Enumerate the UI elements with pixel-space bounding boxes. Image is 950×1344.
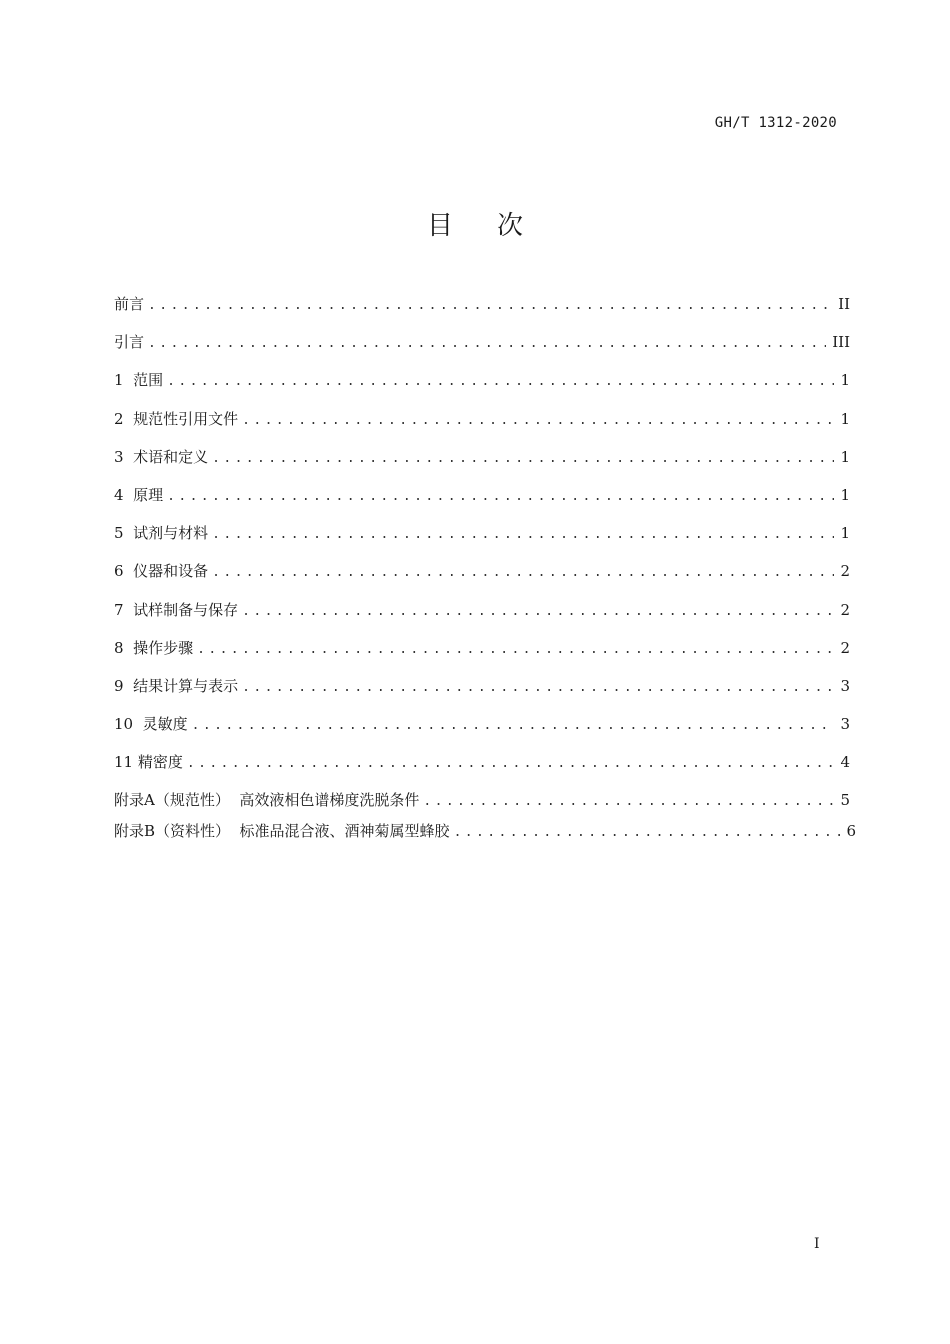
page-number: I: [814, 1236, 820, 1252]
toc-entry[interactable]: [114, 483, 850, 521]
toc-entry-number: 8: [114, 638, 134, 657]
toc-entry-number: 9: [114, 676, 134, 695]
toc-entry-number: 6: [114, 562, 134, 581]
toc-entry[interactable]: [114, 712, 850, 750]
toc-entry-page: 1: [840, 485, 850, 504]
toc-entry-number: 4: [114, 485, 134, 504]
toc-entry-number: 10: [114, 715, 143, 734]
toc-entry-page: 1: [840, 524, 850, 543]
toc-entry-label: 附录A（规范性） 高效液相色谱梯度洗脱条件: [114, 791, 420, 810]
toc-entry-page: 1: [840, 371, 850, 390]
toc-entry-label: 规范性引用文件: [133, 409, 239, 428]
toc-entry-label: 前言: [114, 295, 145, 313]
toc-entry-page: 5: [840, 791, 850, 810]
toc-leader-dots: [212, 561, 834, 585]
toc-entry[interactable]: [114, 407, 850, 445]
toc-leader-dots: [423, 790, 834, 814]
toc-entry-page: 2: [840, 562, 850, 581]
toc-leader-dots: [212, 523, 834, 547]
toc-entry-label: 附录B（资料性） 标准品混合液、酒神菊属型蜂胶: [114, 822, 450, 841]
toc-entry[interactable]: [114, 368, 850, 406]
toc-entry-annex-b[interactable]: [114, 819, 856, 850]
toc-leader-dots: [242, 409, 834, 433]
toc-entry-page: 1: [840, 409, 850, 428]
toc-entry-label: 操作步骤: [133, 638, 194, 657]
toc-entry-number: 7: [114, 600, 134, 619]
toc-leader-dots: [187, 752, 834, 776]
toc-entry[interactable]: [114, 292, 850, 330]
toc-entry[interactable]: [114, 750, 850, 788]
page-title: 目次: [426, 211, 567, 241]
toc-entry-label: 结果计算与表示: [133, 676, 239, 695]
toc-entry-page: 4: [840, 753, 850, 772]
toc-leader-dots: [242, 600, 834, 624]
toc-entry-page: 1: [840, 447, 850, 466]
toc-entry-label: 试样制备与保存: [133, 600, 239, 619]
toc-entry[interactable]: [114, 598, 850, 636]
toc-entry-page: 2: [840, 638, 850, 657]
toc-leader-dots: [167, 485, 834, 509]
toc-leader-dots: [242, 676, 834, 700]
document-code: GH/T 1312-2020: [714, 115, 837, 131]
toc-entry-page: II: [838, 295, 850, 313]
toc-entry-page: 6: [846, 822, 856, 841]
toc-entry-label: 术语和定义: [133, 447, 209, 466]
table-of-contents: [114, 292, 856, 850]
toc-entry[interactable]: [114, 559, 850, 597]
toc-leader-dots: [167, 370, 834, 394]
toc-entry-page: III: [832, 333, 850, 352]
toc-entry-number: 3: [114, 447, 134, 466]
toc-entry[interactable]: [114, 445, 850, 483]
toc-leader-dots: [212, 447, 834, 471]
toc-entry-label: 范围: [133, 371, 164, 390]
toc-entry-number: 1: [114, 371, 134, 390]
toc-entry-annex-a[interactable]: [114, 788, 850, 819]
toc-leader-dots: [148, 332, 826, 356]
toc-entry-label: 精密度: [137, 753, 183, 772]
toc-entry-number: 2: [114, 409, 134, 428]
toc-entry-page: 3: [840, 715, 850, 734]
toc-entry-number: 11: [114, 753, 138, 772]
toc-entry-page: 3: [840, 676, 850, 695]
toc-entry[interactable]: [114, 636, 850, 674]
toc-entry[interactable]: [114, 330, 850, 368]
toc-entry-label: 仪器和设备: [133, 562, 209, 581]
toc-entry-label: 试剂与材料: [133, 524, 209, 543]
toc-leader-dots: [197, 638, 834, 662]
toc-entry-label: 灵敏度: [142, 715, 188, 734]
toc-entry-page: 2: [840, 600, 850, 619]
toc-leader-dots: [454, 821, 840, 845]
toc-leader-dots: [192, 714, 834, 738]
toc-entry-label: 原理: [133, 485, 164, 504]
toc-entry-label: 引言: [114, 333, 145, 352]
toc-entry[interactable]: [114, 674, 850, 712]
toc-leader-dots: [148, 294, 832, 318]
toc-entry-number: 5: [114, 524, 134, 543]
toc-entry[interactable]: [114, 521, 850, 559]
